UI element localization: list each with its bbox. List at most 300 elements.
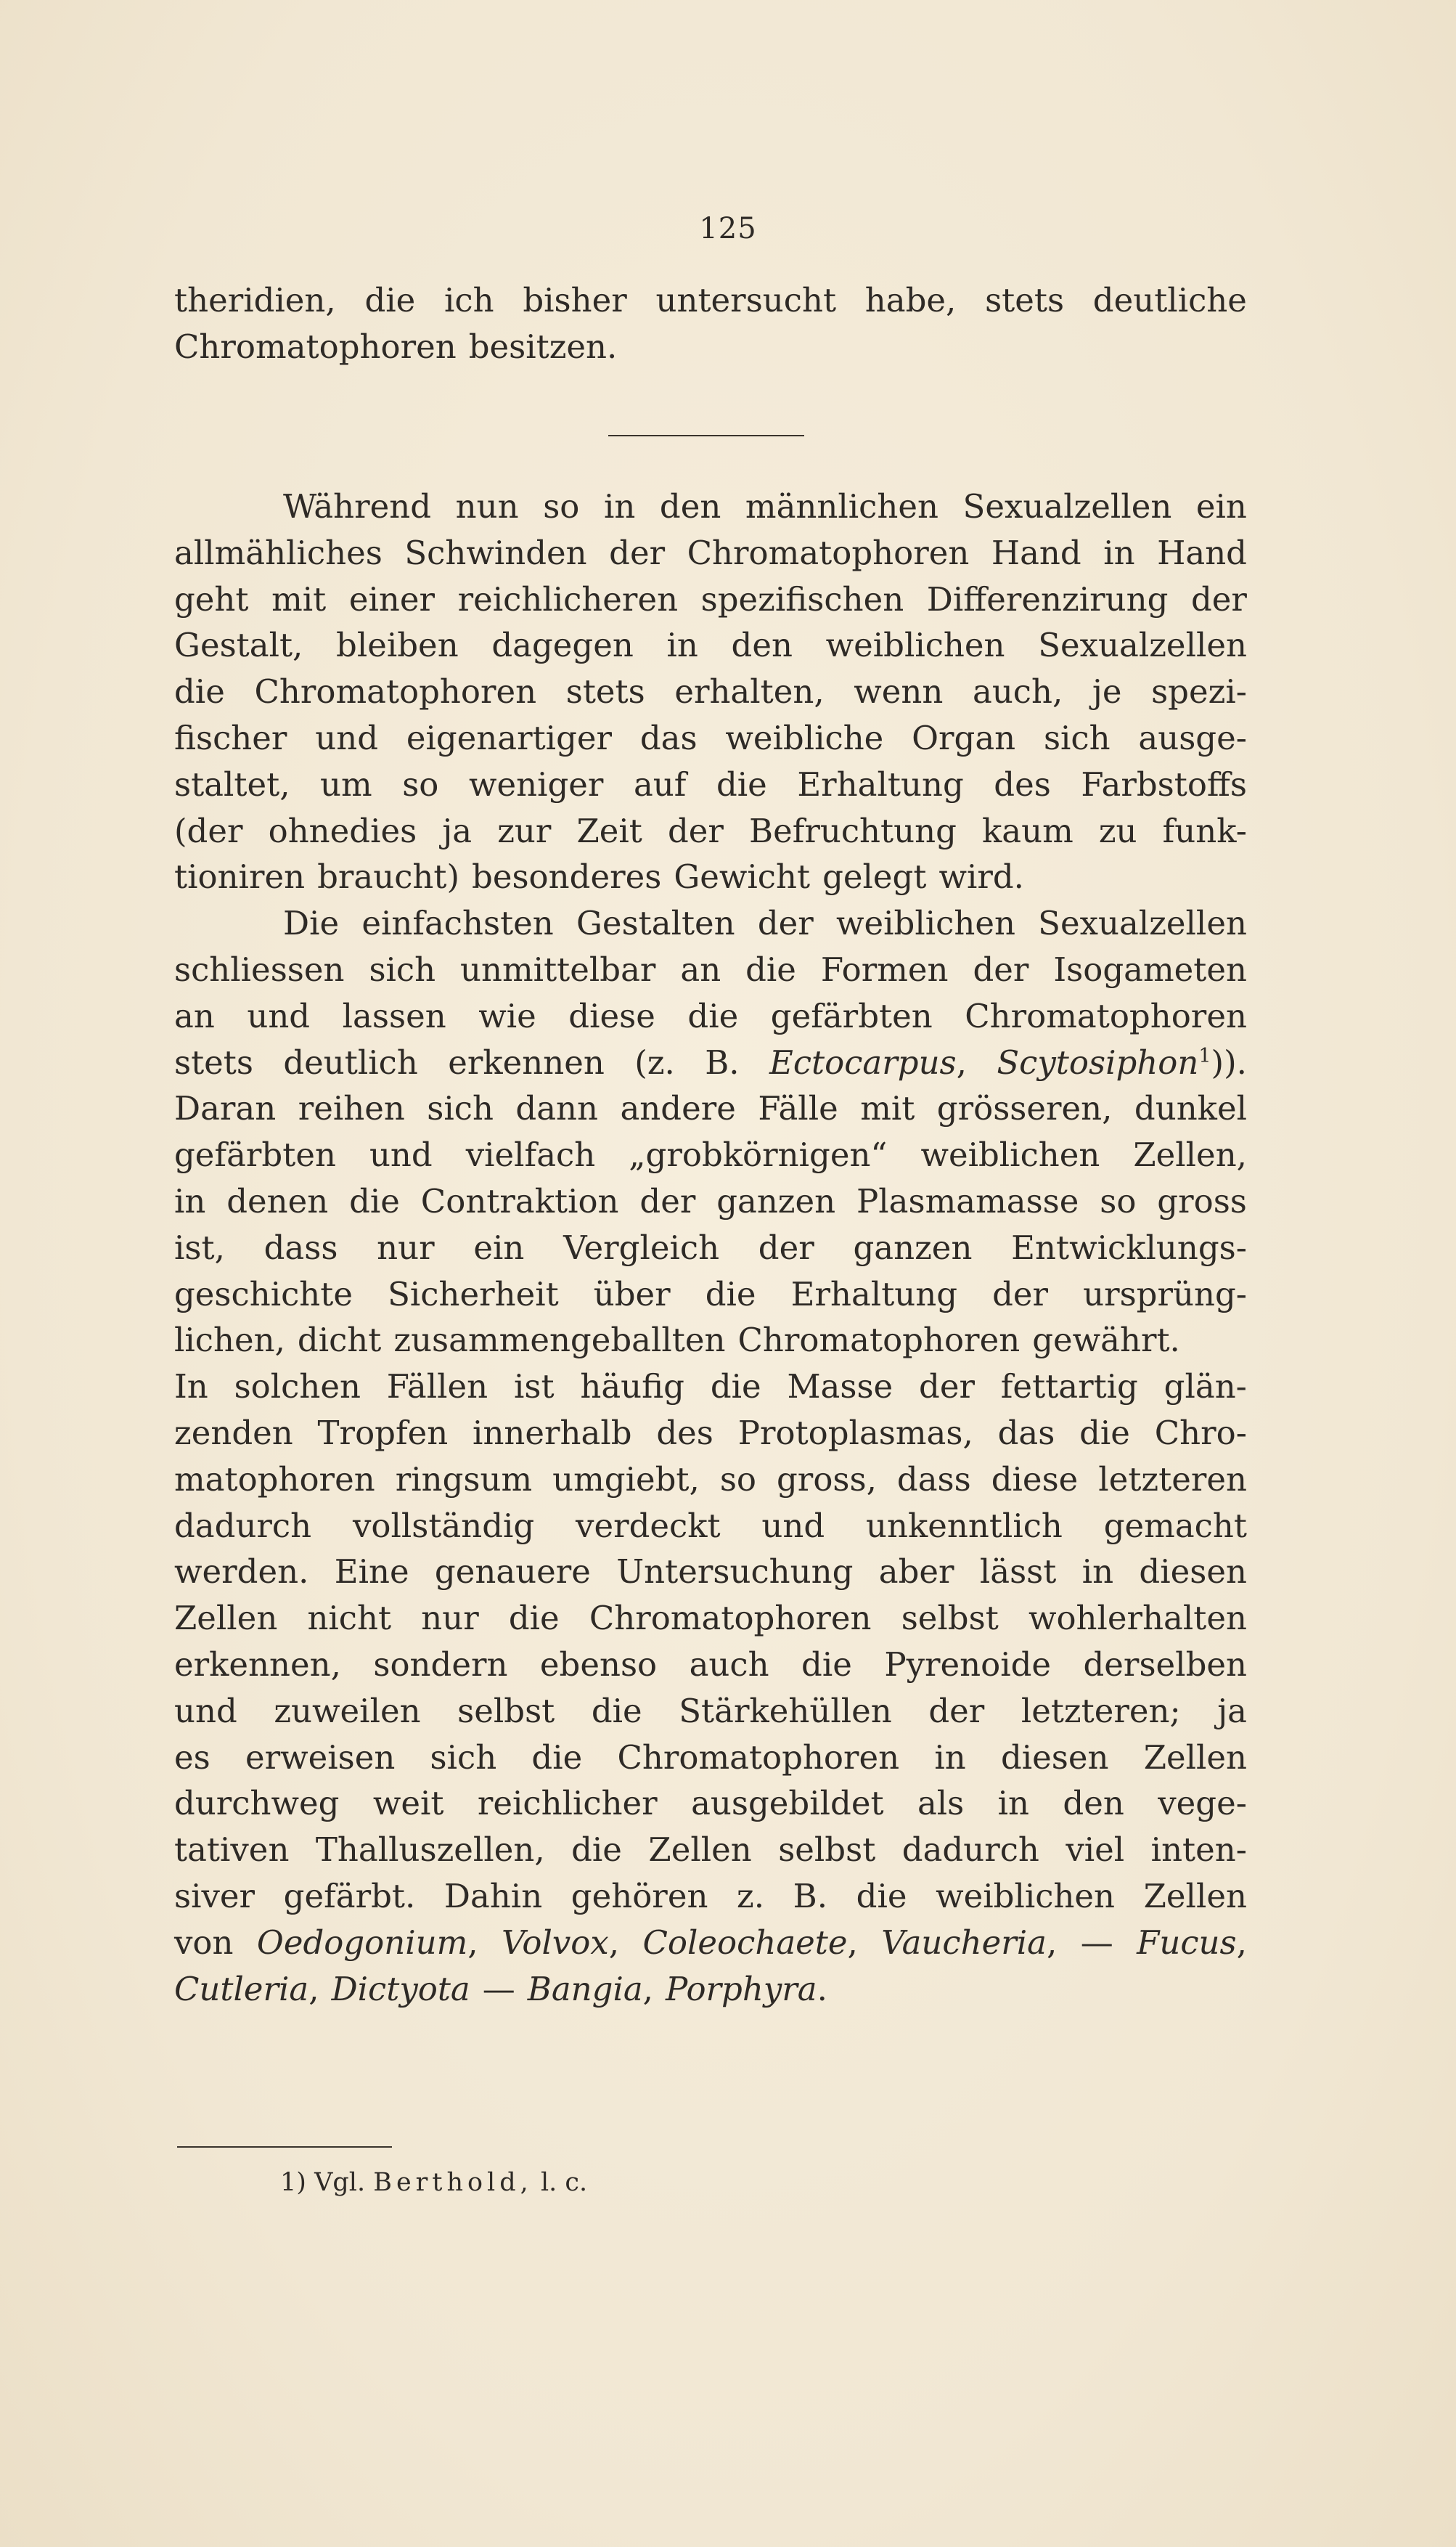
word-text: Chromatophoren: [254, 672, 537, 712]
word: [639, 1178, 695, 1225]
word-text: die: [508, 1599, 560, 1638]
word: [656, 1410, 713, 1456]
word-text: sich: [430, 1737, 497, 1777]
word: [247, 993, 310, 1040]
word-text: Tropfen: [317, 1413, 449, 1452]
word: [1134, 1085, 1247, 1132]
word-text: die: [591, 1691, 642, 1730]
word-text: und: [761, 1506, 825, 1545]
word-text: ebenso: [539, 1645, 658, 1684]
text-line: [174, 1364, 1247, 1410]
word-text: lichen,: [174, 1321, 285, 1360]
word: [444, 1873, 542, 1920]
word-text: Dictyota: [331, 1969, 470, 2008]
word-text: (der: [174, 811, 243, 850]
word-text: besonderes: [472, 857, 662, 897]
word: [332, 1966, 470, 2013]
text-line: [174, 1920, 1247, 1966]
word-text: des: [656, 1413, 713, 1452]
word: [1032, 1317, 1180, 1364]
word: [284, 1873, 416, 1920]
word: [174, 1873, 255, 1920]
text-line: [174, 1085, 1247, 1132]
word: [787, 1364, 893, 1410]
section-separator-rule: [608, 435, 804, 436]
word-text: kaum: [981, 811, 1073, 850]
word: [343, 993, 446, 1040]
word-text: dunkel: [1134, 1089, 1247, 1128]
word-text: Cutleria: [174, 1969, 309, 2008]
word-text: ringsum: [395, 1459, 533, 1499]
word: [226, 1178, 328, 1225]
word: [456, 484, 519, 530]
text-line: [174, 1271, 1247, 1318]
word: [174, 576, 249, 623]
word: [174, 1132, 336, 1178]
word: [174, 1966, 319, 2013]
word-text: zuweilen: [274, 1691, 421, 1730]
word-text: selbst: [778, 1830, 876, 1870]
word: [866, 1503, 1063, 1549]
word-text: gemacht: [1103, 1506, 1247, 1545]
word-text: in: [666, 626, 698, 665]
word: [991, 1456, 1079, 1503]
word-text: erkennen: [448, 1043, 605, 1082]
word-text: Sexualzellen: [1038, 904, 1247, 943]
word: [361, 900, 553, 947]
word: [745, 947, 796, 993]
word: [634, 1040, 675, 1086]
word-text: werden.: [174, 1552, 309, 1592]
word: [349, 576, 435, 623]
word: [617, 1735, 899, 1781]
word-text: z.: [737, 1876, 765, 1915]
word: [174, 1225, 225, 1271]
word: [963, 484, 1172, 530]
word-text: Isogameten: [1053, 950, 1247, 989]
word: [1092, 669, 1122, 715]
word-text: vege-: [1158, 1784, 1247, 1823]
text-line: [174, 277, 1247, 324]
word-text: derselben: [1083, 1645, 1247, 1684]
word-text: gross,: [777, 1459, 877, 1499]
word: [725, 715, 883, 762]
word: [738, 1410, 973, 1456]
word-text: die: [531, 1737, 583, 1777]
word-text: gefärbten: [174, 1136, 336, 1175]
word-text: das: [997, 1413, 1055, 1452]
word-text: erhalten,: [674, 672, 825, 712]
word-text: ist: [513, 1367, 555, 1406]
word-text: weiblichen: [920, 1136, 1100, 1175]
footnote-reference: l. c.: [540, 2168, 588, 2197]
word: [349, 1178, 400, 1225]
word: [174, 1085, 276, 1132]
word: [680, 947, 721, 993]
word: [716, 1178, 835, 1225]
word-text: Daran: [174, 1089, 277, 1128]
text-line: [174, 484, 1247, 530]
word: [884, 1642, 1051, 1688]
word-text: denen: [226, 1181, 329, 1220]
word-text: von: [174, 1923, 234, 1962]
word-text: Ectocarpus: [769, 1043, 957, 1082]
word-text: selbst: [457, 1691, 555, 1730]
word-text: nur: [377, 1228, 435, 1267]
word-text: spezifischen: [700, 579, 904, 619]
word: [594, 1271, 671, 1318]
word: [687, 530, 970, 576]
word: [298, 1085, 405, 1132]
word-text: unmittelbar: [460, 950, 656, 989]
word: [283, 1040, 417, 1086]
word-text: wie: [478, 996, 536, 1035]
word-text: umgiebt,: [552, 1459, 700, 1499]
word-text: Zeit: [576, 811, 642, 850]
word: [994, 762, 1051, 808]
word-text: Bangia: [527, 1969, 643, 2008]
word-text: das: [639, 718, 698, 757]
word: [881, 1920, 1057, 1966]
word-text: nun: [455, 487, 519, 526]
word-text: über: [593, 1274, 671, 1313]
text-line: [174, 1503, 1247, 1549]
word-text: in: [603, 487, 636, 526]
word-text: Masse: [787, 1367, 893, 1406]
word-text: Chromatophoren: [737, 1321, 1021, 1360]
word: [174, 1410, 293, 1456]
word-text: die: [1079, 1413, 1130, 1452]
word: [856, 1873, 907, 1920]
word: [737, 1317, 1020, 1364]
word-text: der: [639, 1181, 696, 1220]
word: [991, 530, 1081, 576]
word: [174, 530, 383, 576]
word: [589, 1595, 872, 1642]
word: [1082, 1549, 1113, 1595]
word: [791, 1271, 957, 1318]
word-text: auch,: [972, 672, 1063, 712]
word-text: B.: [705, 1043, 740, 1082]
word: [865, 277, 957, 324]
word-text: in: [1081, 1552, 1114, 1592]
word: [1151, 669, 1247, 715]
word-text: inten-: [1150, 1830, 1247, 1870]
word-text: Plasmamasse: [856, 1181, 1079, 1220]
word: [656, 277, 837, 324]
word: [769, 1040, 967, 1086]
word-text: ohnedies: [268, 811, 417, 850]
word: [478, 993, 536, 1040]
word: [716, 762, 767, 808]
word: [364, 277, 415, 324]
word: [643, 1920, 858, 1966]
word-text: (z.: [634, 1043, 675, 1082]
word-text: Zellen,: [1133, 1136, 1247, 1175]
word-text: letzteren: [1098, 1459, 1247, 1499]
word: [1191, 576, 1247, 623]
word: [174, 324, 457, 370]
text-line: [174, 1178, 1247, 1225]
word-text: ist,: [174, 1228, 225, 1267]
text-line: [174, 1735, 1247, 1781]
text-line: [174, 1456, 1247, 1503]
word: [912, 715, 1015, 762]
word-text: fettartig: [1000, 1367, 1138, 1406]
word-text: Sexualzellen: [962, 487, 1172, 526]
word-text: nicht: [307, 1599, 392, 1638]
word: [473, 1225, 524, 1271]
word-text: in: [997, 1784, 1030, 1823]
word: [478, 1780, 658, 1827]
word: [335, 1549, 409, 1595]
word-text: vollständig: [352, 1506, 535, 1545]
word: [854, 669, 943, 715]
word-text: die: [571, 1830, 622, 1870]
word: [920, 1132, 1100, 1178]
word-text: nur: [421, 1599, 479, 1638]
word: [473, 1410, 632, 1456]
word: [174, 1317, 285, 1364]
word: [1104, 1503, 1247, 1549]
word-text: lässt: [979, 1552, 1057, 1592]
word-text: Organ: [912, 718, 1016, 757]
word: [648, 1827, 751, 1873]
word: [174, 1642, 341, 1688]
word-text: der: [758, 1228, 814, 1267]
word: [174, 622, 303, 669]
word-text: dadurch: [174, 1506, 312, 1545]
word: [980, 1549, 1057, 1595]
word-text: Farbstoffs: [1081, 765, 1247, 804]
word-text: in: [1103, 533, 1135, 572]
word-text: reihen: [298, 1089, 405, 1128]
footnote-rule: [177, 2146, 392, 2148]
word: [879, 1549, 954, 1595]
word: [616, 1549, 853, 1595]
word: [571, 1827, 622, 1873]
word-text: Fucus: [1137, 1923, 1237, 1962]
word: [777, 1456, 877, 1503]
word-text: —: [482, 1969, 515, 2008]
word-text: sich: [1043, 718, 1111, 757]
word-text: bisher: [523, 281, 627, 319]
word: [1144, 1735, 1247, 1781]
word: [609, 530, 665, 576]
word: [435, 1549, 591, 1595]
word: [283, 900, 339, 947]
word: [761, 1503, 825, 1549]
word: [745, 484, 938, 530]
word-text: die: [710, 1367, 761, 1406]
word-text: den: [1063, 1784, 1124, 1823]
word: [523, 277, 626, 324]
word: [269, 808, 417, 855]
word-text: sich: [369, 950, 436, 989]
word-text: häufig: [580, 1367, 684, 1406]
word: [257, 1920, 478, 1966]
footnote-reference-mark: 1: [1198, 1044, 1211, 1067]
word-text: einer: [348, 579, 435, 619]
word: [1139, 1549, 1247, 1595]
word: [998, 1780, 1029, 1827]
word: [604, 484, 635, 530]
word: [421, 1178, 619, 1225]
word-text: ausgebildet: [691, 1784, 884, 1823]
word-text: Contraktion: [420, 1181, 619, 1220]
word-text: der: [919, 1367, 975, 1406]
word-text: um: [320, 765, 372, 804]
word-text: Stärkehüllen: [679, 1691, 892, 1730]
word-text: bleiben: [336, 626, 459, 665]
word-text: an: [174, 996, 215, 1035]
word: [318, 1410, 449, 1456]
word-text: die: [856, 1876, 907, 1915]
word-text: so: [402, 765, 439, 804]
word: [174, 1271, 353, 1318]
word-text: Chromatophoren: [174, 327, 457, 366]
word: [705, 1040, 739, 1086]
word: [174, 808, 243, 855]
word-text: der: [992, 1274, 1049, 1313]
word-text: Differenzirung: [926, 579, 1169, 619]
word: [369, 1132, 433, 1178]
word: [701, 576, 904, 623]
word-text: der: [609, 533, 666, 572]
word: [1066, 1827, 1124, 1873]
word-text: allmähliches: [174, 533, 383, 572]
word-text: Gestalt,: [174, 626, 303, 665]
word-text: ,: [1236, 1923, 1247, 1962]
word: [690, 1642, 769, 1688]
text-line: [174, 808, 1247, 855]
word-text: Dahin: [443, 1876, 543, 1915]
word-text: weibliche: [725, 718, 884, 757]
word-text: die: [745, 950, 796, 989]
word-text: dadurch: [901, 1830, 1039, 1870]
word: [897, 1456, 971, 1503]
text-line: [174, 1966, 1247, 2013]
word-text: ja: [1217, 1691, 1247, 1730]
word-text: matophoren: [174, 1459, 375, 1499]
word: [856, 1178, 1079, 1225]
word: [388, 1271, 559, 1318]
word: [705, 1271, 756, 1318]
word: [666, 1966, 827, 2013]
word-text: ausge-: [1138, 718, 1247, 757]
word-text: ,: [956, 1043, 967, 1082]
word: [174, 1040, 253, 1086]
footnote: [280, 2162, 587, 2203]
word: [387, 1364, 488, 1410]
word: [732, 622, 793, 669]
text-line: [174, 993, 1247, 1040]
word: [1103, 530, 1134, 576]
footnote-prefix: Vgl.: [314, 2168, 366, 2197]
word-text: viel: [1066, 1830, 1125, 1870]
word-text: gefärbt.: [283, 1876, 416, 1915]
word: [1079, 1410, 1130, 1456]
word: [1163, 808, 1247, 855]
text-line: [174, 1549, 1247, 1595]
word: [174, 715, 287, 762]
word-text: B.: [793, 1876, 828, 1915]
word: [174, 1827, 289, 1873]
word: [315, 715, 378, 762]
word-text: auf: [633, 765, 687, 804]
text-line: [174, 1225, 1247, 1271]
word-text: tioniren: [174, 857, 306, 897]
word: [566, 669, 645, 715]
footnote-author: Berthold,: [373, 2168, 533, 2197]
text-line: [174, 1595, 1247, 1642]
word: [822, 854, 926, 900]
word-text: auch: [689, 1645, 769, 1684]
word-text: staltet,: [174, 765, 290, 804]
word-text: einfachsten: [361, 904, 554, 943]
word-text: der: [928, 1691, 985, 1730]
word-text: die: [349, 1181, 400, 1220]
word-text: Thalluszellen,: [315, 1830, 545, 1870]
word-text: weiblichen: [936, 1876, 1116, 1915]
word-text: letzteren;: [1021, 1691, 1181, 1730]
word-text: eigenartiger: [406, 718, 613, 757]
word: [406, 715, 612, 762]
word-text: Vergleich: [563, 1228, 720, 1267]
text-line: [174, 1040, 1247, 1086]
text-line: [174, 1873, 1247, 1920]
footnote-marker: 1): [280, 2168, 306, 2197]
word-text: wird.: [938, 857, 1024, 897]
word: [919, 1364, 975, 1410]
word-text: und: [369, 1136, 433, 1175]
word-text: dann: [515, 1089, 599, 1128]
word: [1038, 900, 1247, 947]
word: [1053, 947, 1247, 993]
word: [985, 277, 1064, 324]
word-text: so: [1100, 1181, 1137, 1220]
word: [174, 1503, 311, 1549]
word: [1137, 1920, 1247, 1966]
word: [973, 669, 1063, 715]
word: [515, 1085, 598, 1132]
word-text: zenden: [174, 1413, 293, 1452]
word-text: mit: [860, 1089, 915, 1128]
word-text: Chromatophoren: [965, 996, 1247, 1035]
word: [448, 1040, 605, 1086]
word: [1084, 1642, 1247, 1688]
word-text: dass: [263, 1228, 338, 1267]
word: [973, 947, 1028, 993]
word: [927, 576, 1169, 623]
word: [320, 762, 372, 808]
word-text: Hand: [991, 533, 1081, 572]
word-text: Zellen: [648, 1830, 752, 1870]
word: [1144, 1873, 1247, 1920]
word-text: sondern: [373, 1645, 508, 1684]
word: [758, 900, 814, 947]
word-text: der: [667, 811, 724, 850]
word: [174, 947, 345, 993]
word-text: Scytosiphon: [997, 1043, 1199, 1082]
word: [483, 1966, 515, 2013]
word: [271, 576, 326, 623]
word-text: weniger: [468, 765, 604, 804]
word: [174, 1780, 339, 1827]
word: [917, 1780, 964, 1827]
word-text: die: [687, 996, 739, 1035]
word-text: In: [174, 1367, 208, 1406]
